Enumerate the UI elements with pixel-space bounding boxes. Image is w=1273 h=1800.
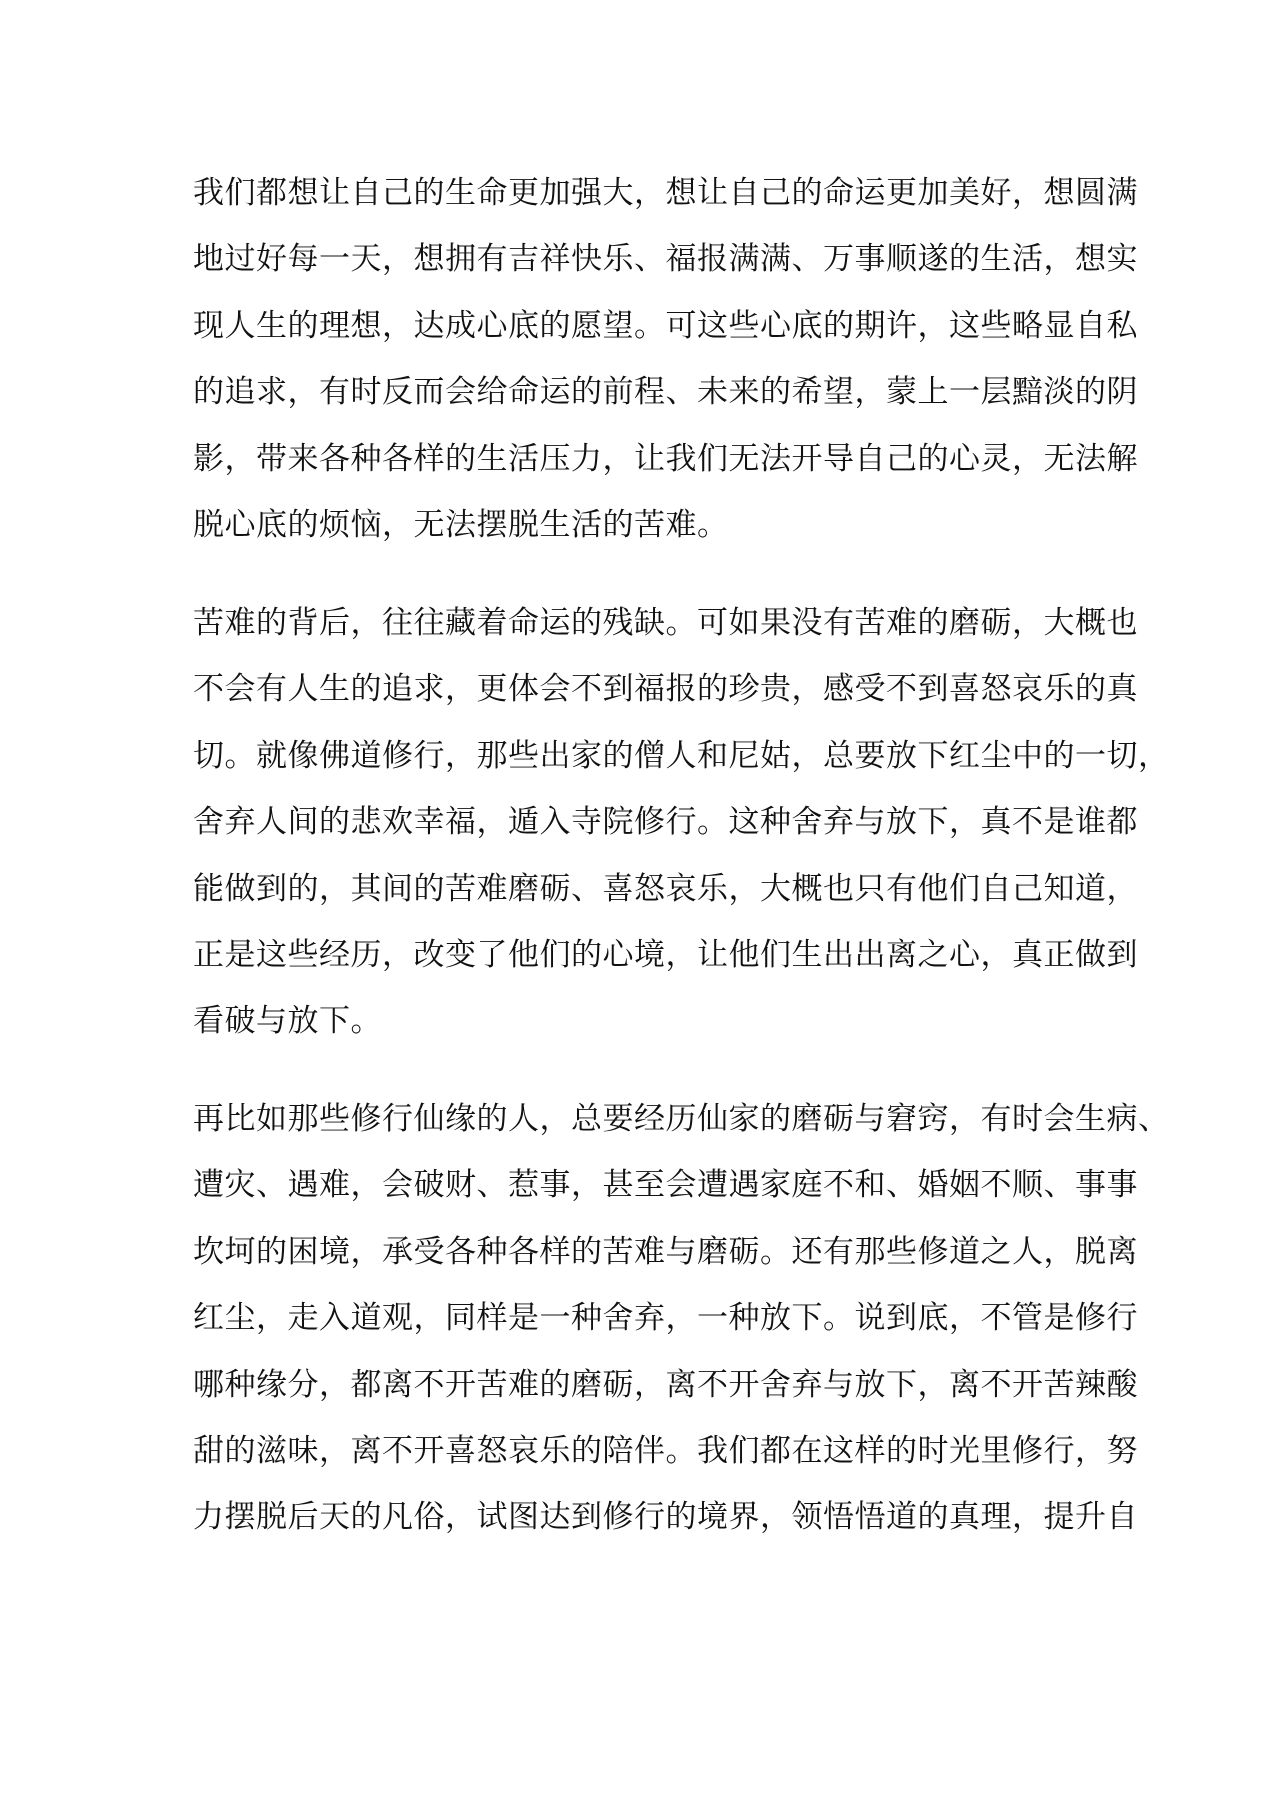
text-line: 的追求，有时反而会给命运的前程、未来的希望，蒙上一层黯淡的阴 bbox=[193, 374, 1138, 411]
text-line: 遭灾、遇难，会破财、惹事，甚至会遭遇家庭不和、婚姻不顺、事事 bbox=[193, 1167, 1138, 1204]
paragraph-3 bbox=[193, 1086, 1170, 1551]
text-line: 影，带来各种各样的生活压力，让我们无法开导自己的心灵，无法解 bbox=[193, 440, 1138, 477]
text-line: 坎坷的困境，承受各种各样的苦难与磨砺。还有那些修道之人，脱离 bbox=[193, 1233, 1138, 1270]
text-line: 舍弃人间的悲欢幸福，遁入寺院修行。这种舍弃与放下，真不是谁都 bbox=[193, 804, 1138, 841]
text-line: 脱心底的烦恼，无法摆脱生活的苦难。 bbox=[193, 506, 729, 543]
text-line: 红尘，走入道观，同样是一种舍弃，一种放下。说到底，不管是修行 bbox=[193, 1300, 1138, 1337]
text-line: 切。就像佛道修行，那些出家的僧人和尼姑，总要放下红尘中的一切， bbox=[193, 737, 1170, 774]
text-line: 正是这些经历，改变了他们的心境，让他们生出出离之心，真正做到 bbox=[193, 936, 1138, 973]
text-line: 力摆脱后天的凡俗，试图达到修行的境界，领悟悟道的真理，提升自 bbox=[193, 1499, 1138, 1536]
text-line: 苦难的背后，往往藏着命运的残缺。可如果没有苦难的磨砺，大概也 bbox=[193, 605, 1138, 641]
paragraph-2 bbox=[193, 590, 1170, 1055]
text-line: 我们都想让自己的生命更加强大，想让自己的命运更加美好，想圆满 bbox=[193, 175, 1138, 211]
text-line: 能做到的，其间的苦难磨砺、喜怒哀乐，大概也只有他们自己知道， bbox=[193, 870, 1138, 907]
text-line: 再比如那些修行仙缘的人，总要经历仙家的磨砺与窘窍，有时会生病、 bbox=[193, 1101, 1170, 1137]
paragraph-1 bbox=[193, 160, 1138, 558]
text-line: 哪种缘分，都离不开苦难的磨砺，离不开舍弃与放下，离不开苦辣酸 bbox=[193, 1366, 1138, 1403]
text-line: 甜的滋味，离不开喜怒哀乐的陪伴。我们都在这样的时光里修行，努 bbox=[193, 1432, 1138, 1469]
text-line: 看破与放下。 bbox=[193, 1003, 382, 1040]
text-line: 现人生的理想，达成心底的愿望。可这些心底的期许，这些略显自私 bbox=[193, 307, 1138, 344]
text-line: 不会有人生的追求，更体会不到福报的珍贵，感受不到喜怒哀乐的真 bbox=[193, 671, 1138, 708]
text-line: 地过好每一天，想拥有吉祥快乐、福报满满、万事顺遂的生活，想实 bbox=[193, 241, 1138, 278]
